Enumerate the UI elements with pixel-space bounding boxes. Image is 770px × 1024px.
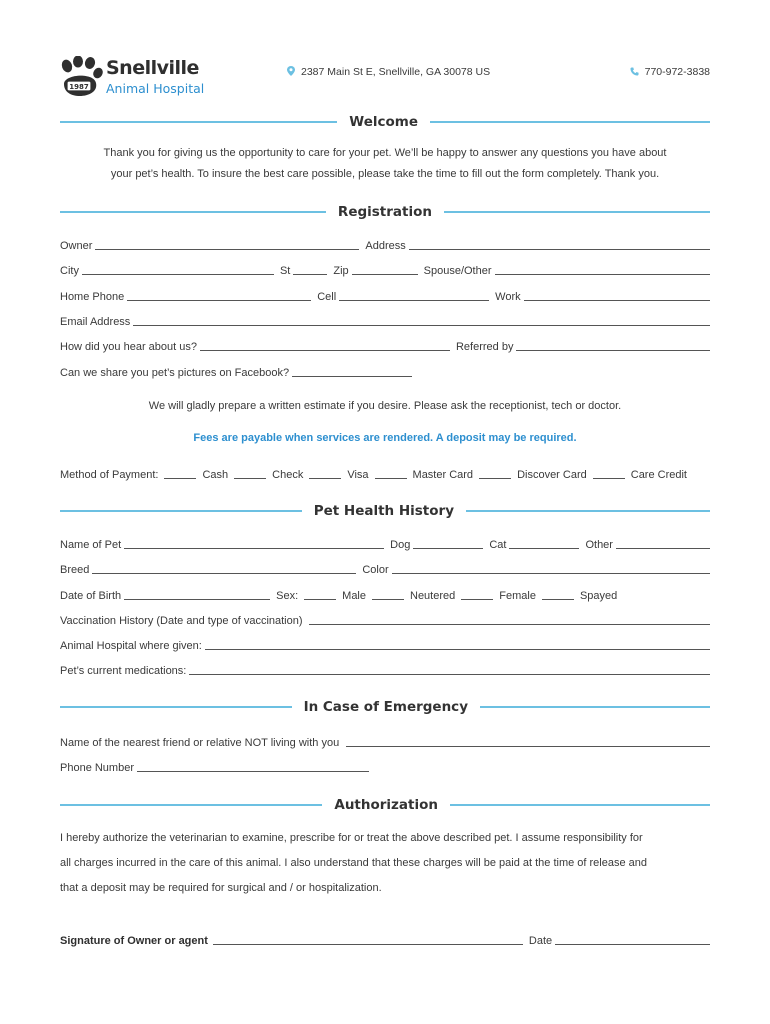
heading-rule-right [444, 211, 710, 213]
pet-name-label: Name of Pet [60, 539, 122, 551]
welcome-line-2: your pet’s health. To insure the best care possible, please take the time to fill out the form completely. Thank you. [110, 168, 660, 180]
payment-visa-label: Visa [347, 469, 369, 481]
payment-check-label: Check [272, 469, 304, 481]
payment-mastercard-label: Master Card [412, 469, 474, 481]
vaccination-field[interactable] [309, 614, 710, 625]
payment-carecredit-label: Care Credit [630, 469, 687, 481]
phone-text: 770-972-3838 [644, 66, 710, 78]
sex-neutered-field[interactable] [372, 589, 404, 600]
city-row [60, 261, 710, 277]
other-field[interactable] [616, 538, 710, 549]
vaccination-label: Vaccination History (Date and type of vaccination) [60, 615, 303, 627]
breed-row [60, 560, 710, 576]
logo-name: Snellville [106, 57, 199, 79]
zip-field[interactable] [352, 264, 418, 275]
payment-mastercard-field[interactable] [375, 468, 407, 479]
hospital-given-label: Animal Hospital where given: [60, 640, 202, 652]
pet-health-title: Pet Health History [313, 503, 454, 519]
zip-label: Zip [333, 265, 349, 277]
friend-field[interactable] [346, 736, 710, 747]
payment-label: Method of Payment: [60, 469, 159, 481]
sex-male-label: Male [342, 590, 366, 602]
payment-discover-label: Discover Card [517, 469, 587, 481]
owner-field[interactable] [95, 239, 359, 250]
referral-row [60, 337, 710, 353]
hospital-phone [630, 66, 710, 78]
spouse-label: Spouse/Other [423, 265, 492, 277]
date-field[interactable] [555, 934, 710, 945]
phone-icon [630, 67, 639, 76]
referred-label: Referred by [455, 341, 514, 353]
phone-row [60, 287, 710, 303]
registration-heading [60, 202, 710, 222]
welcome-text [60, 143, 710, 185]
welcome-title: Welcome [349, 114, 418, 130]
medications-label: Pet’s current medications: [60, 665, 187, 677]
pet-name-row [60, 535, 710, 551]
heard-field[interactable] [200, 340, 450, 351]
home-phone-field[interactable] [127, 290, 311, 301]
sex-spayed-label: Spayed [579, 590, 618, 602]
payment-cash-field[interactable] [164, 468, 196, 479]
city-label: City [60, 265, 79, 277]
hospital-address [287, 66, 490, 78]
cat-label: Cat [489, 539, 507, 551]
pet-name-field[interactable] [124, 538, 384, 549]
emergency-heading [60, 697, 710, 717]
welcome-heading [60, 112, 710, 132]
sex-label: Sex: [276, 590, 299, 602]
address-label: Address [365, 240, 406, 252]
email-field[interactable] [133, 315, 710, 326]
work-label: Work [495, 291, 521, 303]
signature-label: Signature of Owner or agent [60, 935, 208, 947]
referred-field[interactable] [516, 340, 710, 351]
fees-note: Fees are payable when services are rendered. A deposit may be required. [193, 432, 577, 444]
medications-row [60, 661, 710, 677]
cell-label: Cell [317, 291, 337, 303]
emergency-title: In Case of Emergency [303, 699, 468, 715]
payment-discover-field[interactable] [479, 468, 511, 479]
location-pin-icon [287, 66, 295, 76]
authorization-line-1: I hereby authorize the veterinarian to examine, prescribe for or treat the above described pet. I assume responsibility for [60, 832, 643, 844]
registration-title: Registration [337, 204, 432, 220]
date-label: Date [528, 935, 553, 947]
cell-field[interactable] [339, 290, 489, 301]
heading-rule-right [430, 121, 710, 123]
city-field[interactable] [82, 264, 274, 275]
payment-cash-label: Cash [202, 469, 229, 481]
sex-female-field[interactable] [461, 589, 493, 600]
emergency-phone-field[interactable] [137, 761, 369, 772]
dog-label: Dog [390, 539, 411, 551]
cat-field[interactable] [509, 538, 579, 549]
payment-row [60, 465, 710, 481]
friend-row [60, 733, 710, 749]
vaccination-row [60, 611, 710, 627]
payment-check-field[interactable] [234, 468, 266, 479]
hospital-given-row [60, 636, 710, 652]
authorization-text [60, 826, 712, 901]
hospital-given-field[interactable] [205, 639, 710, 650]
home-phone-label: Home Phone [60, 291, 125, 303]
email-label: Email Address [60, 316, 131, 328]
paw-print-icon [58, 56, 104, 102]
pet-health-heading [60, 501, 710, 521]
heading-rule-left [60, 510, 302, 512]
signature-field[interactable] [213, 934, 523, 945]
heading-rule-right [480, 706, 710, 708]
heading-rule-left [60, 121, 337, 123]
authorization-heading [60, 795, 710, 815]
other-label: Other [585, 539, 613, 551]
email-row [60, 312, 710, 328]
heading-rule-left [60, 804, 322, 806]
breed-label: Breed [60, 564, 90, 576]
heading-rule-right [466, 510, 710, 512]
dob-field[interactable] [124, 589, 270, 600]
logo-badge: 1987 [69, 83, 89, 91]
dob-label: Date of Birth [60, 590, 122, 602]
emergency-phone-row [60, 758, 710, 774]
sex-spayed-field[interactable] [542, 589, 574, 600]
sex-female-label: Female [499, 590, 536, 602]
payment-carecredit-field[interactable] [593, 468, 625, 479]
authorization-title: Authorization [334, 797, 438, 813]
facebook-label: Can we share you pet’s pictures on Facebook? [60, 367, 290, 379]
heading-rule-right [450, 804, 710, 806]
welcome-line-1: Thank you for giving us the opportunity to care for your pet. We’ll be happy to answer any questions you have about [103, 147, 667, 159]
owner-label: Owner [60, 240, 93, 252]
friend-label: Name of the nearest friend or relative NOT living with you [60, 737, 340, 749]
color-field[interactable] [392, 563, 710, 574]
estimate-note: We will gladly prepare a written estimate if you desire. Please ask the receptionist, tech or doctor. [148, 400, 622, 412]
emergency-phone-label: Phone Number [60, 762, 134, 774]
spouse-field[interactable] [495, 264, 710, 275]
sex-neutered-label: Neutered [410, 590, 456, 602]
dob-row [60, 586, 710, 602]
state-field[interactable] [293, 264, 327, 275]
facebook-field[interactable] [292, 366, 412, 377]
dog-field[interactable] [413, 538, 483, 549]
address-text: 2387 Main St E, Snellville, GA 30078 US [301, 66, 491, 78]
state-label: St [279, 265, 291, 277]
heard-label: How did you hear about us? [60, 341, 197, 353]
color-label: Color [362, 564, 389, 576]
facebook-row [60, 363, 710, 379]
breed-field[interactable] [92, 563, 356, 574]
logo-subtitle: Animal Hospital [106, 81, 205, 96]
authorization-line-2: all charges incurred in the care of this animal. I also understand that these charges will be paid at the time of release and [60, 857, 648, 869]
payment-visa-field[interactable] [309, 468, 341, 479]
heading-rule-left [60, 211, 326, 213]
work-field[interactable] [524, 290, 710, 301]
authorization-line-3: that a deposit may be required for surgical and / or hospitalization. [60, 882, 382, 894]
medications-field[interactable] [189, 664, 710, 675]
hospital-logo [58, 56, 218, 104]
address-field[interactable] [409, 239, 710, 250]
sex-male-field[interactable] [304, 589, 336, 600]
owner-row [60, 236, 710, 252]
heading-rule-left [60, 706, 292, 708]
signature-row [60, 931, 710, 947]
